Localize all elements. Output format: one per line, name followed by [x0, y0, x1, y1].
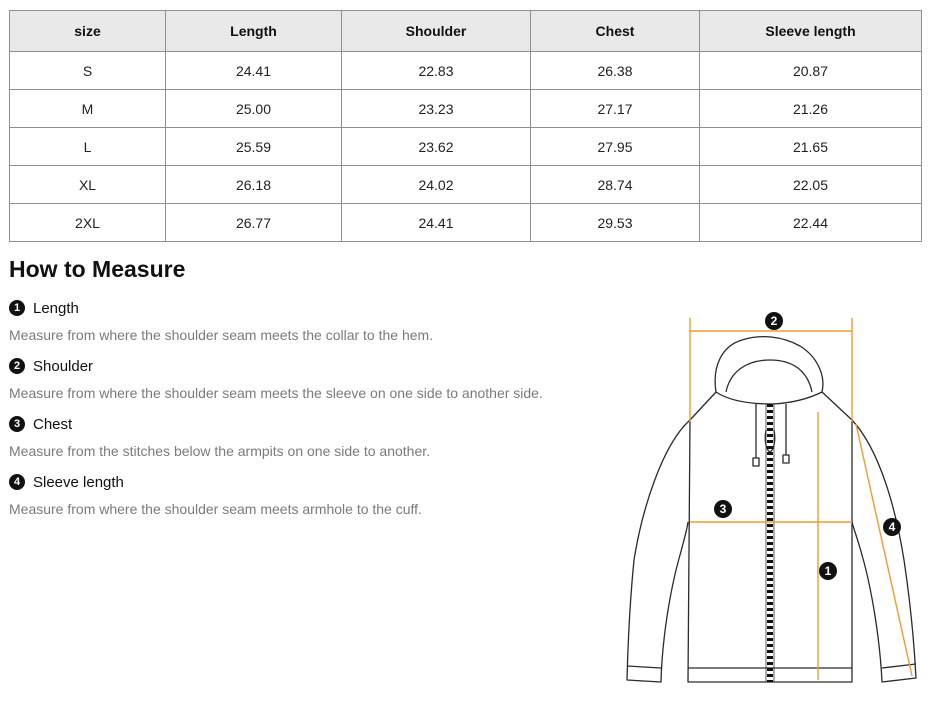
drawstring-tip-right [783, 455, 789, 463]
cell-shoulder: 23.62 [342, 128, 531, 166]
hoodie-outline [627, 337, 916, 682]
drawstring-tip-left [753, 458, 759, 466]
left-cuff [627, 666, 661, 668]
number-3-icon: 3 [9, 416, 25, 432]
measure-description: Measure from where the shoulder seam meets armhole to the cuff. [9, 501, 422, 517]
number-2-icon: 2 [9, 358, 25, 374]
header-sleeve-length: Sleeve length [700, 11, 922, 52]
how-to-measure-title: How to Measure [9, 256, 186, 282]
cell-chest: 27.95 [531, 128, 700, 166]
marker-1-label: 1 [824, 564, 832, 578]
sleeve-line [856, 424, 912, 676]
cell-sleeve-length: 21.65 [700, 128, 922, 166]
measurement-lines [690, 318, 912, 680]
marker-3-label: 3 [719, 502, 727, 516]
measure-item-sleeve-length [9, 472, 422, 517]
measure-item-chest [9, 414, 430, 459]
cell-size: L [10, 128, 166, 166]
measure-description: Measure from where the shoulder seam meets the collar to the hem. [9, 327, 434, 343]
cell-shoulder: 22.83 [342, 52, 531, 90]
cell-shoulder: 24.41 [342, 204, 531, 242]
cell-chest: 28.74 [531, 166, 700, 204]
measure-description: Measure from the stitches below the armpits on one side to another. [9, 443, 431, 459]
cell-chest: 29.53 [531, 204, 700, 242]
cell-size: S [10, 52, 166, 90]
size-chart-table [9, 10, 922, 242]
cell-chest: 26.38 [531, 52, 700, 90]
cell-size: 2XL [10, 204, 166, 242]
hoodie-measurement-diagram [600, 300, 930, 695]
cell-shoulder: 24.02 [342, 166, 531, 204]
cell-sleeve-length: 22.44 [700, 204, 922, 242]
marker-4-label: 4 [888, 520, 896, 534]
marker-4 [883, 518, 901, 536]
cell-length: 26.18 [166, 166, 342, 204]
marker-2 [765, 312, 783, 330]
cell-sleeve-length: 22.05 [700, 166, 922, 204]
hood-opening [726, 360, 812, 392]
measure-name: Sleeve length [33, 473, 124, 491]
measure-name: Shoulder [33, 357, 94, 375]
number-1-icon: 1 [9, 300, 25, 316]
table-header-row [10, 11, 922, 52]
cell-size: M [10, 90, 166, 128]
measure-name: Length [33, 299, 79, 317]
table-row [10, 52, 922, 90]
cell-length: 25.59 [166, 128, 342, 166]
right-cuff [882, 664, 916, 668]
header-shoulder: Shoulder [342, 11, 531, 52]
measure-description: Measure from where the shoulder seam meets the sleeve on one side to another side. [9, 385, 543, 401]
marker-1 [819, 562, 837, 580]
cell-shoulder: 23.23 [342, 90, 531, 128]
table-row [10, 128, 922, 166]
measure-name: Chest [33, 415, 73, 433]
header-length: Length [166, 11, 342, 52]
table-row [10, 204, 922, 242]
cell-length: 24.41 [166, 52, 342, 90]
header-size: size [10, 11, 166, 52]
table-row [10, 90, 922, 128]
measure-item-length [9, 298, 433, 343]
cell-length: 26.77 [166, 204, 342, 242]
cell-length: 25.00 [166, 90, 342, 128]
cell-chest: 27.17 [531, 90, 700, 128]
marker-2-label: 2 [770, 314, 778, 328]
table-row [10, 166, 922, 204]
cell-size: XL [10, 166, 166, 204]
marker-3 [714, 500, 732, 518]
left-sleeve [627, 420, 690, 682]
cell-sleeve-length: 21.26 [700, 90, 922, 128]
header-chest: Chest [531, 11, 700, 52]
hood-shape [715, 337, 823, 404]
number-4-icon: 4 [9, 474, 25, 490]
cell-sleeve-length: 20.87 [700, 52, 922, 90]
measure-item-shoulder [9, 356, 543, 401]
